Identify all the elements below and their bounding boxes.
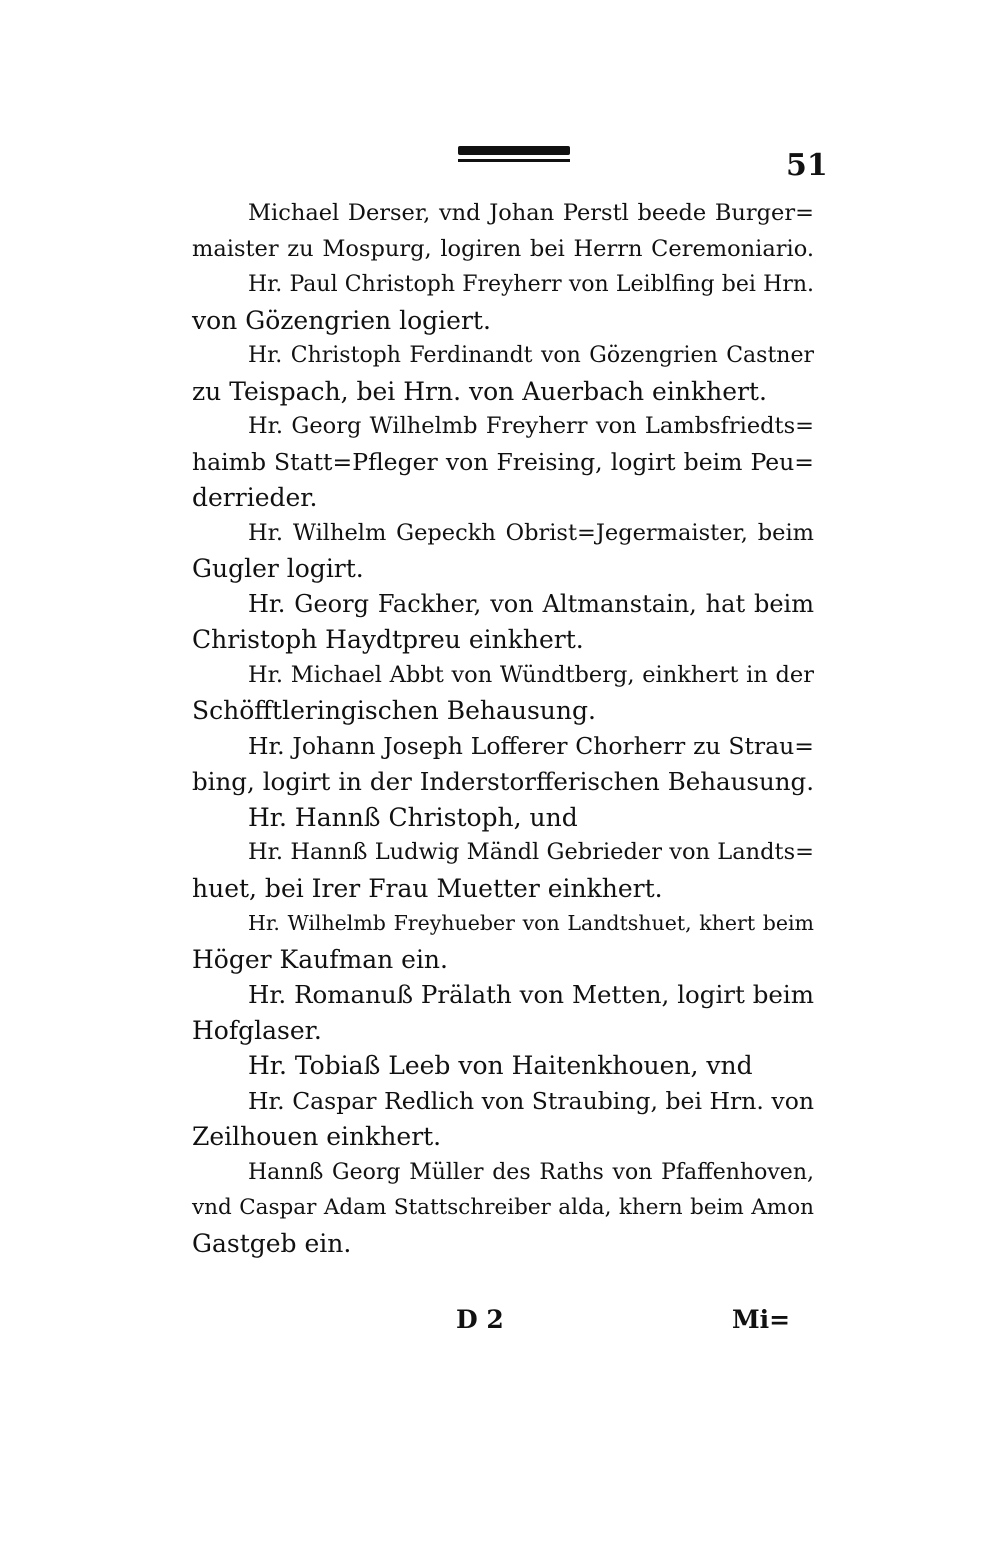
text-line: Hr. Michael Abbt von Wündtberg, einkhert in der xyxy=(248,661,814,688)
text-line: Gastgeb ein. xyxy=(192,1228,352,1258)
text-line: von Gözengrien logiert. xyxy=(192,305,491,335)
text-line: zu Teispach, bei Hrn. von Auerbach einkhert. xyxy=(192,376,767,406)
text-line: Zeilhouen einkhert. xyxy=(192,1122,442,1151)
text-line: Hr. Georg Wilhelmb Freyherr von Lambsfriedts= xyxy=(248,413,814,439)
text-line: Hr. Romanuß Prälath von Metten, logirt beim xyxy=(248,980,814,1009)
text-line: Höger Kaufman ein. xyxy=(192,944,448,974)
text-line: Michael Derser, vnd Johan Perstl beede Burger= xyxy=(248,200,814,226)
text-line: maister zu Mospurg, logiren bei Herrn Ceremoniario. xyxy=(192,235,814,262)
header-rule-thin xyxy=(458,159,570,162)
header-ornament-rule xyxy=(458,146,570,164)
text-line: Christoph Haydtpreu einkhert. xyxy=(192,625,584,654)
body-text xyxy=(192,196,814,1261)
text-line: derrieder. xyxy=(192,483,318,512)
text-line: haimb Statt=Pfleger von Freising, logirt beim Peu= xyxy=(192,447,814,476)
text-line: Hannß Georg Müller des Raths von Pfaffenhoven, xyxy=(248,1159,814,1185)
text-line: Hr. Georg Fackher, von Altmanstain, hat beim xyxy=(248,589,814,618)
text-line: Schöfftleringischen Behausung. xyxy=(192,696,596,725)
text-line: huet, bei Irer Frau Muetter einkhert. xyxy=(192,873,663,903)
text-line: Hofglaser. xyxy=(192,1015,322,1045)
catchword: Mi= xyxy=(732,1305,791,1334)
text-line: Hr. Christoph Ferdinandt von Gözengrien Castner xyxy=(248,343,814,368)
page-number: 51 xyxy=(786,148,828,183)
text-line: Hr. Wilhelmb Freyhueber von Landtshuet, khert beim xyxy=(248,911,814,935)
text-line: Gugler logirt. xyxy=(192,554,364,583)
text-line: vnd Caspar Adam Stattschreiber alda, khern beim Amon xyxy=(192,1195,814,1220)
text-line: Hr. Caspar Redlich von Straubing, bei Hrn. von xyxy=(248,1086,814,1115)
text-line: Hr. Johann Joseph Lofferer Chorherr zu Strau= xyxy=(248,731,814,760)
text-line: bing, logirt in der Inderstorfferischen Behausung. xyxy=(192,767,814,796)
text-line: Hr. Paul Christoph Freyherr von Leiblfing bei Hrn. xyxy=(248,272,814,297)
text-line: Hr. Wilhelm Gepeckh Obrist=Jegermaister, beim xyxy=(248,519,814,546)
text-line: Hr. Hannß Ludwig Mändl Gebrieder von Landts= xyxy=(248,839,814,865)
text-line: Hr. Hannß Christoph, und xyxy=(248,802,578,832)
header-rule-thick xyxy=(458,146,570,155)
signature-mark: D 2 xyxy=(456,1305,504,1334)
text-line: Hr. Tobiaß Leeb von Haitenkhouen, vnd xyxy=(248,1051,753,1080)
